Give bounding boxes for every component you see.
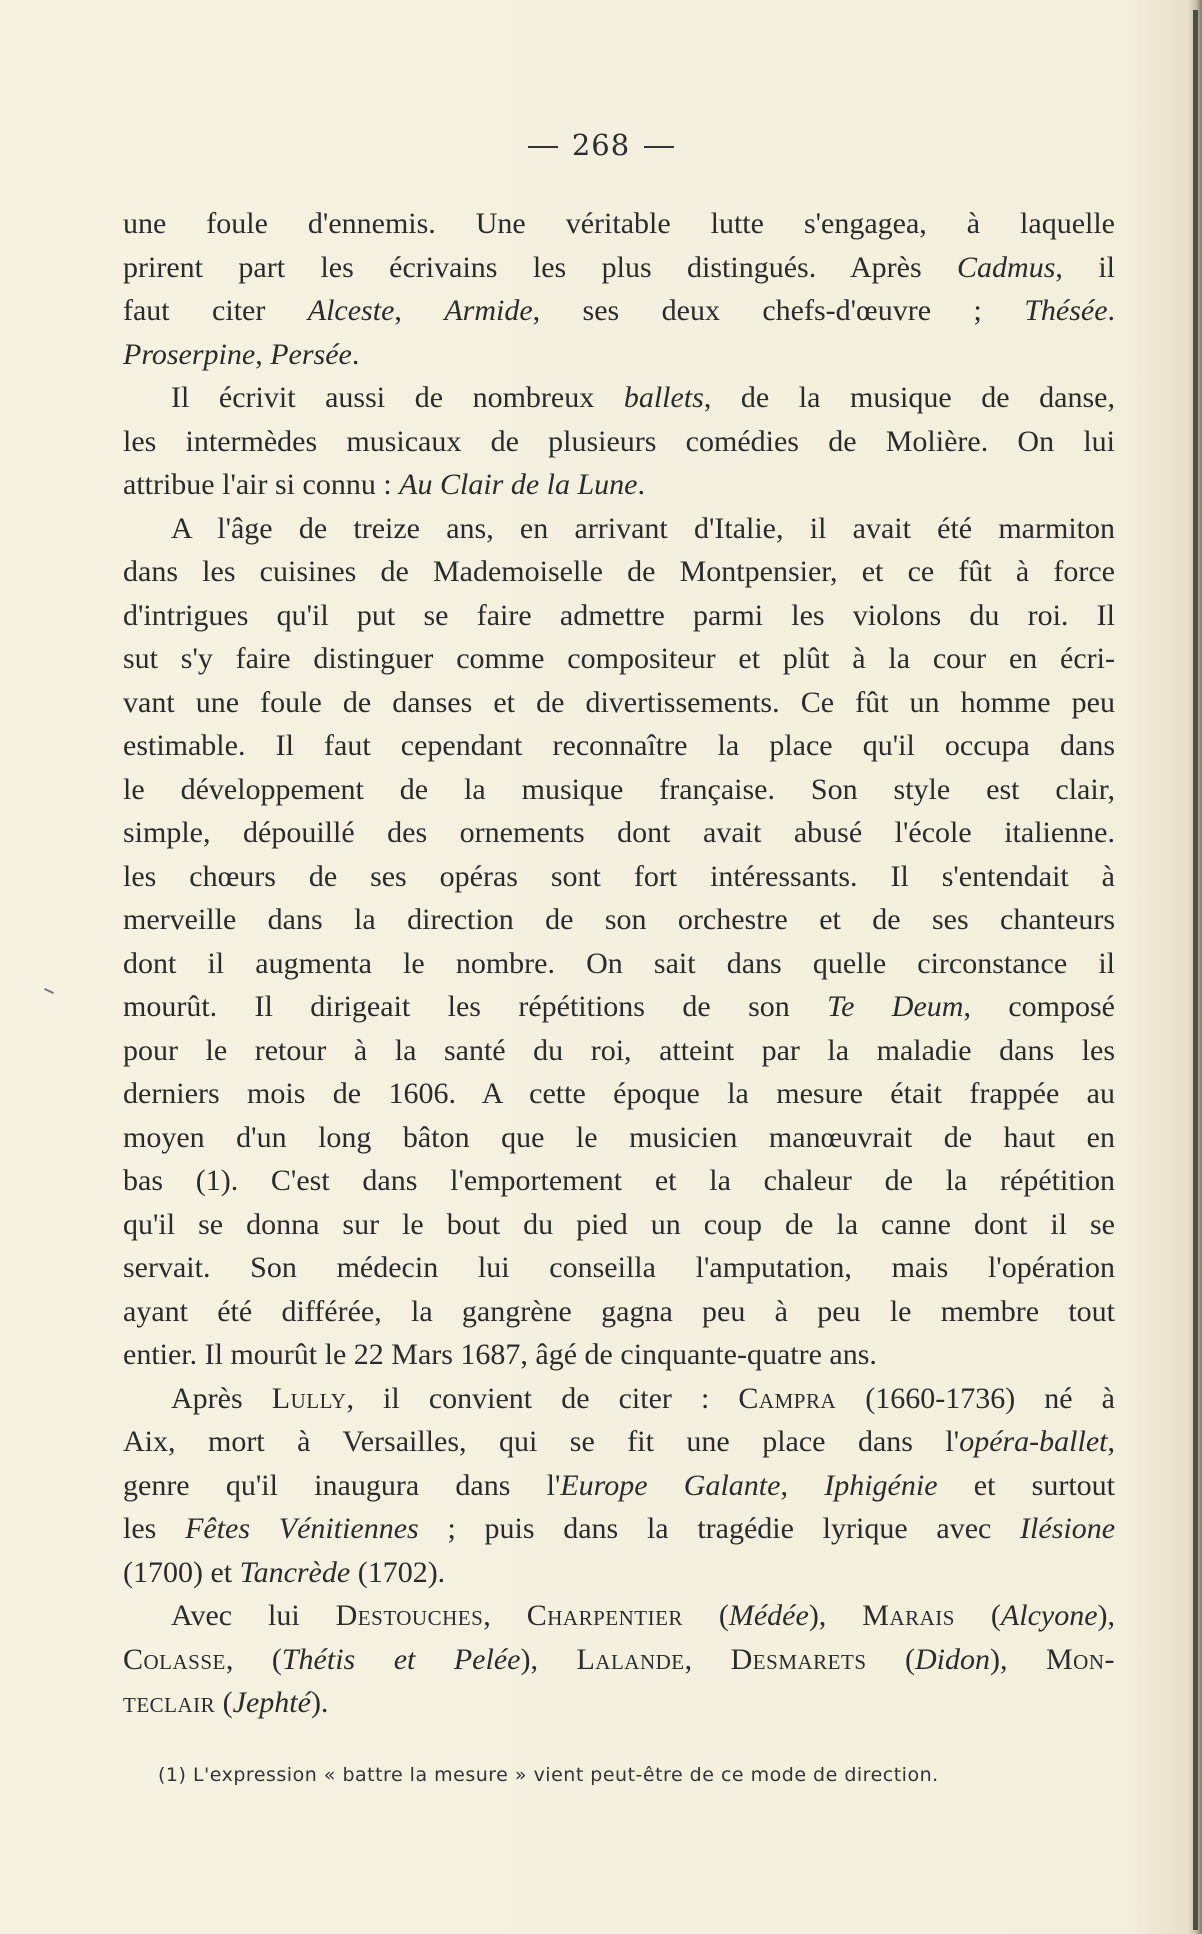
- margin-mark: [44, 988, 54, 994]
- text-line: pour le retour à la santé du roi, atteint par la maladie dans les: [123, 1033, 1115, 1067]
- text-line: qu'il se donna sur le bout du pied un coup de la canne dont il se: [123, 1207, 1115, 1241]
- text-line: bas (1). C'est dans l'emportement et la chaleur de la répétition: [123, 1164, 1115, 1197]
- text-line: entier. Il mourût le 22 Mars 1687, âgé de cinquante-quatre ans.: [123, 1338, 877, 1371]
- text-line: ayant été différée, la gangrène gagna peu à peu le membre tout: [123, 1294, 1115, 1328]
- text-line: simple, dépouillé des ornements dont avait abusé l'école italienne.: [123, 816, 1115, 849]
- text-line: estimable. Il faut cependant reconnaître la place qu'il occupa dans: [123, 729, 1115, 762]
- text-line: A l'âge de treize ans, en arrivant d'Italie, il avait été marmiton: [171, 511, 1115, 545]
- text-line: Il écrivit aussi de nombreux ballets, de la musique de danse,: [171, 381, 1115, 414]
- text-line: moyen d'un long bâton que le musicien manœuvrait de haut en: [123, 1120, 1115, 1154]
- text-line: Colasse, (Thétis et Pelée), Lalande, Desmarets (Didon), Mon-: [123, 1642, 1115, 1676]
- page-number: 268: [571, 128, 631, 162]
- text-line: (1700) et Tancrède (1702).: [123, 1555, 446, 1589]
- text-line: derniers mois de 1606. A cette époque la mesure était frappée au: [123, 1077, 1115, 1110]
- text-line: vant une foule de danses et de divertissements. Ce fût un homme peu: [123, 685, 1115, 719]
- text-line: d'intrigues qu'il put se faire admettre parmi les violons du roi. Il: [123, 598, 1115, 632]
- text-line: dans les cuisines de Mademoiselle de Montpensier, et ce fût à force: [123, 555, 1115, 588]
- text-line: servait. Son médecin lui conseilla l'amputation, mais l'opération: [123, 1251, 1115, 1284]
- text-line: teclair (Jephté).: [123, 1686, 329, 1719]
- text-line: faut citer Alceste, Armide, ses deux chefs-d'œuvre ; Thésée.: [123, 294, 1116, 327]
- text-line: Proserpine, Persée.: [123, 337, 360, 371]
- text-line: dont il augmenta le nombre. On sait dans quelle circonstance il: [123, 946, 1115, 980]
- text-line: sut s'y faire distinguer comme compositeur et plût à la cour en écri-: [123, 642, 1115, 675]
- text-line: attribue l'air si connu : Au Clair de la Lune.: [123, 468, 646, 501]
- text-line: mourût. Il dirigeait les répétitions de son Te Deum, composé: [123, 990, 1115, 1023]
- text-line: Après Lully, il convient de citer : Campra (1660-1736) né à: [171, 1381, 1115, 1415]
- footnote: (1) L'expression « battre la mesure » vient peut-être de ce mode de direction.: [158, 1764, 939, 1786]
- text-line: Avec lui Destouches, Charpentier (Médée), Marais (Alcyone),: [171, 1599, 1116, 1632]
- text-line: les intermèdes musicaux de plusieurs comédies de Molière. On lui: [123, 424, 1115, 458]
- text-line: genre qu'il inaugura dans l'Europe Galante, Iphigénie et surtout: [123, 1468, 1115, 1502]
- binding-edge: [1193, 10, 1198, 1930]
- header-dash-right: [644, 146, 674, 148]
- text-line: prirent part les écrivains les plus distingués. Après Cadmus, il: [123, 250, 1115, 284]
- text-line: Aix, mort à Versailles, qui se fit une place dans l'opéra-ballet,: [123, 1425, 1115, 1458]
- text-line: le développement de la musique française. Son style est clair,: [123, 772, 1115, 806]
- text-line: merveille dans la direction de son orchestre et de ses chanteurs: [123, 903, 1115, 936]
- text-line: une foule d'ennemis. Une véritable lutte s'engagea, à laquelle: [123, 207, 1115, 240]
- page-header: [0, 128, 1202, 162]
- body-text: [123, 202, 1115, 1725]
- header-dash-left: [528, 146, 558, 148]
- text-line: les chœurs de ses opéras sont fort intéressants. Il s'entendait à: [123, 859, 1115, 893]
- text-line: les Fêtes Vénitiennes ; puis dans la tragédie lyrique avec Ilésione: [123, 1512, 1116, 1545]
